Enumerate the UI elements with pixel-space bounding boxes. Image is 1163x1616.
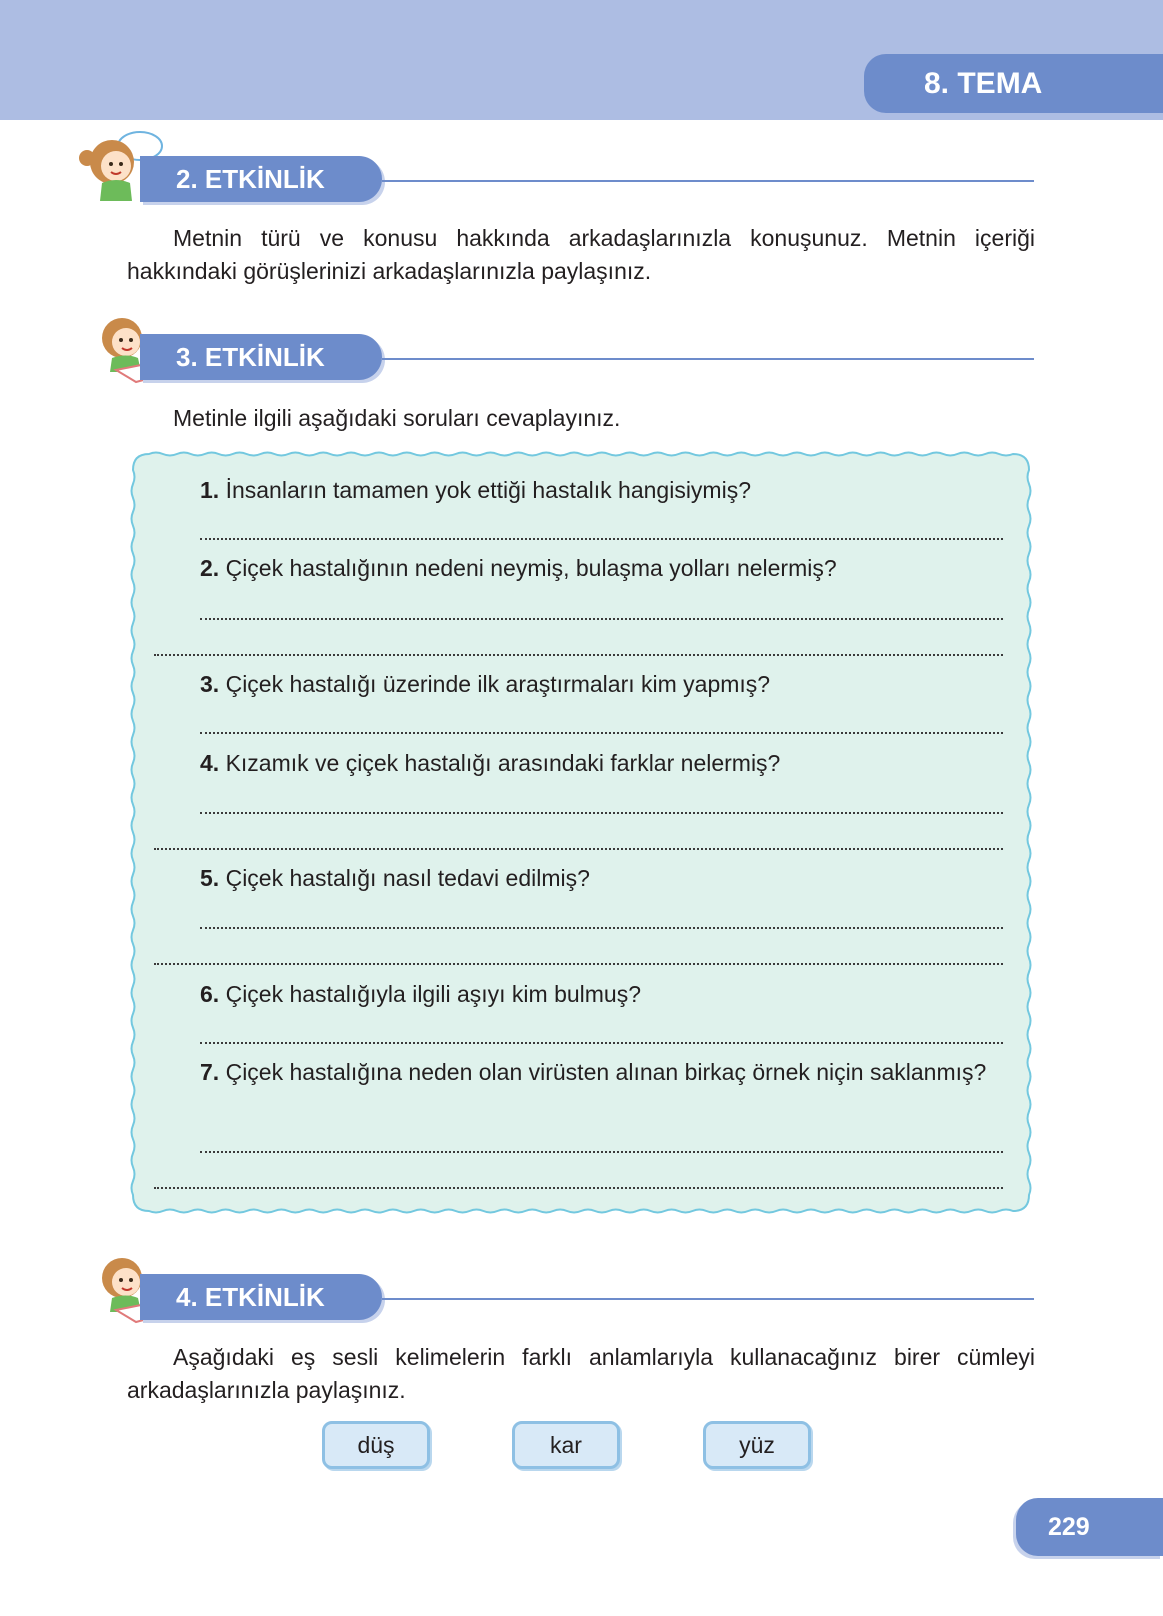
question-6: 6. Çiçek hastalığıyla ilgili aşıyı kim bulmuş? xyxy=(200,981,642,1007)
word-box-kar: kar xyxy=(512,1421,620,1469)
answer-line[interactable] xyxy=(200,927,1003,929)
activity3-intro: Metinle ilgili aşağıdaki soruları cevaplayınız. xyxy=(173,405,621,431)
question-3: 3. Çiçek hastalığı üzerinde ilk araştırmaları kim yapmış? xyxy=(200,671,771,697)
answer-line[interactable] xyxy=(200,732,1003,734)
question-2: 2. Çiçek hastalığının nedeni neymiş, bulaşma yolları nelermiş? xyxy=(200,555,837,581)
page-number: 229 xyxy=(1016,1498,1163,1556)
answer-line[interactable] xyxy=(200,618,1003,620)
answer-line[interactable] xyxy=(154,848,1003,850)
question-7: 7. Çiçek hastalığına neden olan virüsten alınan birkaç örnek niçin saklanmış? xyxy=(200,1059,987,1085)
activity4-title: 4. ETKİNLİK xyxy=(140,1274,382,1320)
answer-line[interactable] xyxy=(200,1042,1003,1044)
activity4-text: Aşağıdaki eş sesli kelimelerin farklı anlamlarıyla kullanacağınız birer cümleyi arkadaşlarınızla paylaşınız. xyxy=(127,1344,1035,1403)
question-4: 4. Kızamık ve çiçek hastalığı arasındaki farklar nelermiş? xyxy=(200,750,781,776)
activity3-title: 3. ETKİNLİK xyxy=(140,334,382,380)
activity3-rule xyxy=(382,358,1034,360)
activity2-rule xyxy=(382,180,1034,182)
question-1: 1. İnsanların tamamen yok ettiği hastalık hangisiymiş? xyxy=(200,477,751,503)
word-box-yuz: yüz xyxy=(703,1421,811,1469)
answer-line[interactable] xyxy=(154,963,1003,965)
questions-box xyxy=(129,450,1033,1215)
answer-line[interactable] xyxy=(200,1151,1003,1153)
answer-line[interactable] xyxy=(154,1187,1003,1189)
activity2-title: 2. ETKİNLİK xyxy=(140,156,382,202)
word-box-dus: düş xyxy=(322,1421,430,1469)
tema-tab: 8. TEMA xyxy=(864,54,1163,113)
answer-line[interactable] xyxy=(200,812,1003,814)
activity4-rule xyxy=(382,1298,1034,1300)
activity2-text: Metnin türü ve konusu hakkında arkadaşlarınızla konuşunuz. Metnin içeriği hakkındaki görüşlerinizi arkadaşlarınızla paylaşınız. xyxy=(127,225,1035,284)
answer-line[interactable] xyxy=(200,538,1003,540)
question-5: 5. Çiçek hastalığı nasıl tedavi edilmiş? xyxy=(200,865,590,891)
answer-line[interactable] xyxy=(154,654,1003,656)
